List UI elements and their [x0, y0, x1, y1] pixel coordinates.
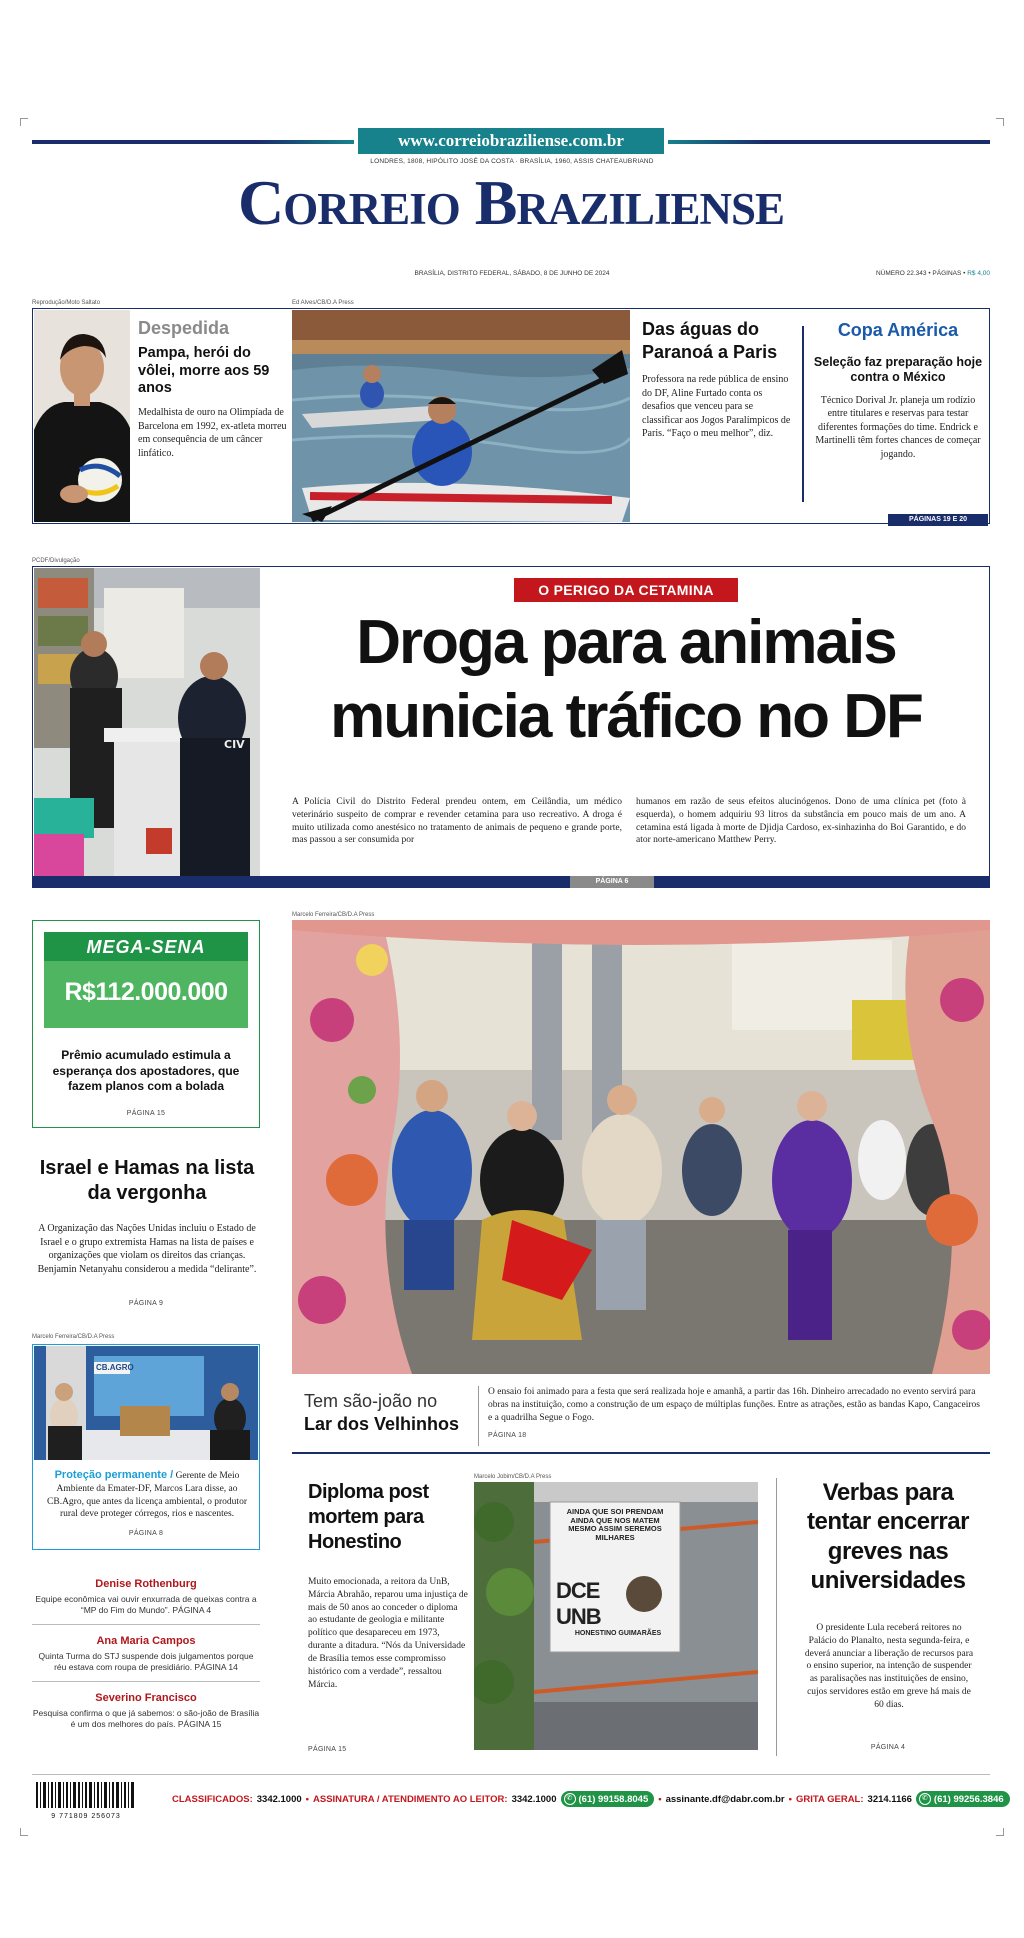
headline[interactable]: Das águas do Paranoá a Paris [642, 319, 778, 362]
footer-rule [32, 1774, 990, 1775]
grita-label: GRITA GERAL: [795, 1793, 864, 1805]
headline[interactable]: Seleção faz preparação hoje contra o México [813, 355, 983, 385]
lead-headline[interactable] [266, 606, 986, 754]
headline-line: Lar dos Velhinhos [304, 1414, 460, 1435]
svg-text:CIV: CIV [224, 738, 245, 751]
paranoa-block [642, 318, 792, 441]
page-ref: PÁGINA 9 [128, 1300, 164, 1307]
email-link[interactable]: assinante.df@dabr.com.br [665, 1793, 785, 1805]
price: R$ 4,00 [967, 270, 990, 277]
footer-contacts [172, 1788, 1004, 1810]
site-url[interactable]: www.correiobraziliense.com.br [358, 128, 664, 154]
whatsapp-number: (61) 99256.3846 [933, 1793, 1004, 1805]
lead-bottom-bar [32, 876, 990, 888]
page-ref: PÁGINA 15 [308, 1746, 347, 1753]
pages-badge[interactable]: PÁGINAS 19 E 20 [888, 514, 988, 526]
lead-body-col1: A Polícia Civil do Distrito Federal prendeu ontem, em Ceilândia, um médico veterinário suspeito de comprar e revender cetamina para uso recreativo. A droga é muito utilizada como anestésico no tratamento de animais de pequeno e grande porte, mas passou a ser consumida por [292, 797, 622, 846]
whatsapp-badge[interactable] [916, 1791, 1010, 1807]
headline[interactable]: Pampa, herói do vôlei, morre aos 59 anos [138, 345, 270, 397]
body-text: Medalhista de ouro na Olimpíada de Barcelona em 1992, ex-atleta morreu em consequência de um câncer linfático. [138, 407, 287, 459]
megasena-logo-bar [44, 932, 248, 1028]
masthead-rule-right [668, 140, 990, 144]
crop-mark [996, 1828, 1004, 1836]
whatsapp-number: (61) 99158.8045 [578, 1793, 649, 1805]
israel-body: A Organização das Nações Unidas incluiu o Estado de Israel e o grupo extremista Hamas na lista de países e organizações que violam os direitos das crianças. Benjamin Netanyahu considerou a medida “delirante”. [37, 1223, 257, 1275]
saojoao-body: O ensaio foi animado para a festa que será realizada hoje e amanhã, a partir das 16h. Dinheiro arrecadado no evento servirá para obras na instituição, como a construção de um espaço de múltiplas funções. Entre as atrações, estão as bandas Kapo, Cangaceiros e a quadrilha Segue o Fogo. [488, 1387, 980, 1423]
verbas-headline[interactable]: Verbas para tentar encerrar greves nas universidades [807, 1479, 969, 1594]
whatsapp-icon: ✆ [919, 1793, 931, 1805]
megasena-amount: R$112.000.000 [64, 978, 228, 1006]
kayak-photo [292, 310, 630, 522]
lead-kicker: O PERIGO DA CETAMINA [514, 578, 738, 602]
newspaper-logo: Correio Braziliense [237, 167, 785, 238]
columnist-item [32, 1625, 260, 1682]
copa-block [812, 320, 984, 461]
diploma-headline[interactable]: Diploma post mortem para Honestino [308, 1481, 429, 1553]
crop-mark [996, 118, 1004, 126]
column-divider [776, 1478, 777, 1756]
columnists [32, 1578, 260, 1730]
crop-mark [20, 118, 28, 126]
banner-text: AINDA QUE SOI PRENDAM AINDA QUE NOS MATEM MESMO ASSIM SEREMOS MILHARES [566, 1507, 664, 1542]
photo-credit: Reprodução/Moto Saltato [32, 300, 101, 306]
edition-info [792, 270, 990, 277]
columnist-text: Pesquisa confirma o que já sabemos: o são-joão de Brasília é um dos melhores do país. PÁGINA 15 [32, 1708, 260, 1730]
headline-line: Tem são-joão no [304, 1391, 438, 1411]
columnist-name[interactable]: Denise Rothenburg [95, 1578, 197, 1590]
masthead-rule-left [32, 140, 354, 144]
body-text: Gerente de Meio Ambiente da Emater-DF, Marcos Lara disse, ao CB.Agro, que antes da licença ambiental, o produtor rural deve proteger córregos, rios e nascentes. [47, 1471, 247, 1520]
classificados-label: CLASSIFICADOS: [172, 1793, 253, 1805]
separator: • [658, 1793, 662, 1805]
crop-mark [20, 1828, 28, 1836]
megasena-logo: MEGA-SENA [86, 937, 206, 957]
megasena-headline[interactable]: Prêmio acumulado estimula a esperança dos apostadores, que fazem planos com a bolada [52, 1048, 240, 1094]
barcode-number: 9 771809 256073 [51, 1813, 121, 1820]
masthead [32, 128, 990, 278]
headline-line: municia tráfico no DF [330, 682, 922, 751]
lead-body-col2: humanos em razão de seus efeitos alucinógenos. Dono de uma clínica pet (foto à esquerda), o homem adquiriu 93 litros da substância em pouco mais de um ano. A cetamina está ligada à morte de Djidja Cardoso, ex-sinhazinha do Boi Garantido, e do ator norte-americano Matthew Perry. [636, 797, 966, 846]
saojoao-photo [292, 920, 990, 1374]
kicker: Copa América [837, 320, 959, 340]
kicker: Despedida [138, 318, 230, 338]
edition-number: NÚMERO 22.343 • PÁGINAS • [875, 270, 966, 277]
assinatura-label: ASSINATURA / ATENDIMENTO AO LEITOR: [313, 1793, 508, 1805]
columnist-name[interactable]: Ana Maria Campos [96, 1635, 196, 1648]
body-text: Professora na rede pública de ensino do DF, Aline Furtado conta os desafios que venceu para se classificar aos Jogos Paralímpicos de Paris. “Faço o meu melhor”, diz. [642, 374, 791, 439]
saojoao-headline[interactable] [304, 1390, 474, 1437]
whatsapp-badge[interactable] [561, 1791, 655, 1807]
columnist-name[interactable]: Severino Francisco [95, 1692, 197, 1705]
lead-photo [34, 568, 260, 876]
columnist-text: Equipe econômica vai ouvir enxurrada de queixas contra a “MP do Fim do Mundo”. PÁGINA 4 [35, 1594, 257, 1616]
photo-credit: PCDF/Divulgação [32, 558, 80, 564]
photo-credit: Ed Alves/CB/D.A Press [292, 300, 354, 306]
page-ref: PÁGINA 4 [870, 1744, 906, 1751]
barcode [34, 1782, 138, 1820]
photo-credit: Marcelo Ferreira/CB/D.A Press [292, 912, 375, 918]
columnist-text: Quinta Turma do STJ suspende dois julgamentos porque réu estava com roupa de presidiário. PÁGINA 14 [38, 1651, 254, 1673]
classificados-phone[interactable]: 3342.1000 [256, 1793, 302, 1805]
dateline: BRASÍLIA, DISTRITO FEDERAL, SÁBADO, 8 DE JUNHO DE 2024 [414, 270, 610, 277]
honestino-photo [474, 1482, 758, 1750]
founders-line: LONDRES, 1808, HIPÓLITO JOSÉ DA COSTA · BRASÍLIA, 1960, ASSIS CHATEAUBRIAND [370, 158, 654, 165]
whatsapp-icon: ✆ [564, 1793, 576, 1805]
assinatura-phone[interactable]: 3342.1000 [511, 1793, 557, 1805]
column-divider [802, 326, 804, 502]
grita-phone[interactable]: 3214.1166 [867, 1793, 912, 1805]
page-ref: PÁGINA 18 [488, 1432, 527, 1439]
photo-credit: Marcelo Jobim/CB/D.A Press [474, 1474, 552, 1480]
columnist-item [32, 1682, 260, 1730]
cbagro-photo [34, 1346, 258, 1460]
page-badge[interactable]: PÁGINA 6 [570, 876, 654, 888]
columnist-item [32, 1578, 260, 1625]
separator: • [305, 1793, 309, 1805]
headline-line: Droga para animais [356, 608, 896, 677]
page-ref: PÁGINA 15 [126, 1110, 166, 1117]
caption-divider [478, 1386, 479, 1446]
banner-name: HONESTINO GUIMARÃES [574, 1630, 662, 1637]
verbas-body: O presidente Lula receberá reitores no Palácio do Planalto, nesta segunda-feira, e deverá anunciar a liberação de recursos para o ensino superior, na intenção de suspender as paralisações nas instituições de ensino, cujos servidores estão em greve há mais de 60 dias. [804, 1623, 974, 1710]
cbagro-text [44, 1468, 250, 1521]
screen-logo: CB.AGRO [96, 1363, 134, 1372]
diploma-body: Muito emocionada, a reitora da UnB, Márcia Abrahão, reparou uma injustiça de mais de 50 anos ao conceder o diploma ao estudante de geologia e militante político que desapareceu em 1973, durante a ditadura. “Nós da Universidade de Brasília temos esse compromisso histórico com a verdade”, ressaltou Márcia. [308, 1577, 468, 1690]
israel-headline[interactable]: Israel e Hamas na lista da vergonha [39, 1157, 255, 1204]
pampa-photo [34, 310, 130, 522]
banner-logo: DCE UNB [556, 1578, 601, 1629]
photo-credit: Marcelo Ferreira/CB/D.A Press [32, 1334, 115, 1340]
despedida-block [138, 318, 288, 460]
body-text: Técnico Dorival Jr. planeja um rodízio entre titulares e reservas para testar diferentes formações do time. Endrick e Martinelli têm fortes chances de começar jogando. [815, 394, 981, 460]
kicker[interactable]: Proteção permanente / [54, 1469, 174, 1481]
page-ref: PÁGINA 8 [128, 1530, 164, 1537]
barcode-icon [34, 1782, 138, 1808]
separator: • [788, 1793, 792, 1805]
